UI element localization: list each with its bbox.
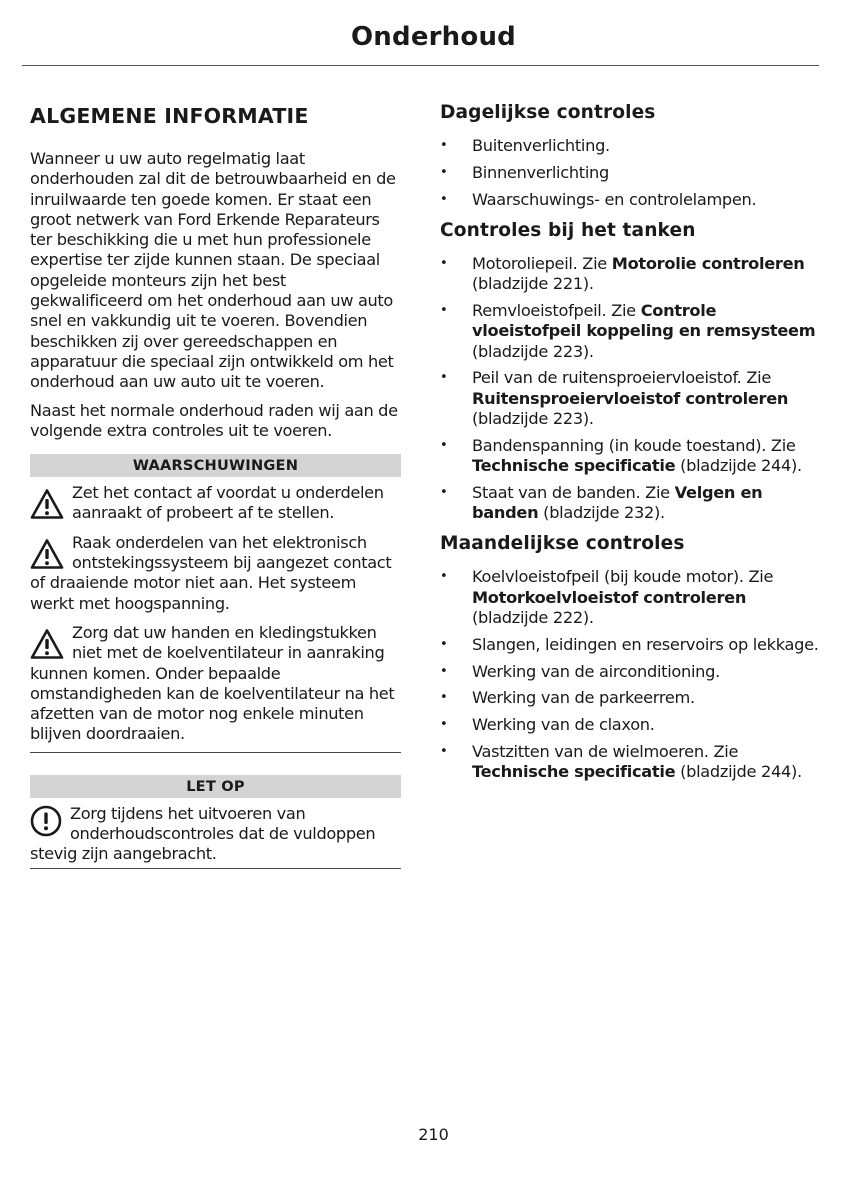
warnings-divider (30, 752, 401, 753)
bullet: • (440, 255, 448, 271)
list-item (440, 662, 825, 682)
list-item (440, 742, 825, 783)
list-item (440, 163, 825, 183)
section-title: ALGEMENE INFORMATIE (30, 104, 309, 128)
bullet: • (440, 370, 448, 386)
list-item (440, 436, 825, 477)
page-reference: (bladzijde 232). (538, 503, 665, 523)
daily-checks-heading: Dagelijkse controles (440, 102, 656, 123)
item-text: Remvloeistofpeil. Zie (472, 300, 641, 320)
page-reference: (bladzijde 244). (675, 762, 802, 782)
item-text: Motoroliepeil. Zie (472, 253, 612, 273)
right-column (440, 102, 825, 793)
item-text: Waarschuwings- en controlelampen. (472, 189, 757, 209)
page-reference: (bladzijde 244). (675, 456, 802, 476)
list-item (440, 301, 825, 362)
fuel-checks-list (440, 254, 825, 524)
warning-triangle-icon (30, 538, 64, 570)
list-item (440, 254, 825, 295)
warning-text: Zet het contact af voordat u onderdelen aanraakt of probeert af te stellen. (72, 483, 384, 523)
item-text: Staat van de banden. Zie (472, 482, 675, 502)
warning-text: Zorg dat uw handen en kledingstukken niet met de koelventilateur in aanraking kunnen komen. Onder bepaalde omstandigheden kan de koelventilateur na het afzetten van de motor nog enkele minuten blijven doordraaien. (30, 622, 395, 744)
bullet: • (440, 744, 448, 760)
page-reference: (bladzijde 223). (472, 341, 594, 361)
page-reference: (bladzijde 223). (472, 408, 594, 428)
list-item (440, 368, 825, 429)
intro-paragraph: Wanneer u uw auto regelmatig laat onderhouden zal dit de betrouwbaarheid en de inruilwaarde ten goede komen. Er staat een groot netwerk van Ford Erkende Reparateurs ter beschikking die u met hun professionele expertise ter zijde kunnen staan. De speciaal opgeleide monteurs zijn het best gekwalificeerd om het onderhoud aan uw auto snel en vakkundig uit te voeren. Bovendien beschikken zij over gereedschappen en apparatuur die speciaal zijn ontwikkeld om het onderhoud aan uw auto uit te voeren. (30, 149, 396, 392)
cross-reference-link: Technische specificatie (472, 762, 676, 782)
monthly-checks-list (440, 567, 825, 782)
cross-reference-link: Motorkoelvloeistof controleren (472, 587, 747, 607)
item-text: Slangen, leidingen en reservoirs op lekkage. (472, 634, 819, 654)
warning-text: Raak onderdelen van het elektronisch ontstekingssysteem bij aangezet contact of draaiende motor niet aan. Het systeem werkt met hoogspanning. (30, 532, 392, 613)
cross-reference-link: Controle vloeistofpeil koppeling en remsysteem (472, 300, 816, 341)
bullet: • (440, 636, 448, 652)
item-text: Werking van de parkeerrem. (472, 688, 695, 708)
bullet: • (440, 690, 448, 706)
header-divider (22, 65, 819, 66)
monthly-checks-heading: Maandelijkse controles (440, 533, 685, 555)
bullet: • (440, 302, 448, 318)
page-reference: (bladzijde 221). (472, 274, 594, 294)
page-title: Onderhoud (351, 22, 516, 52)
note-text: Zorg tijdens het uitvoeren van onderhoudscontroles dat de vuldoppen stevig zijn aangebracht. (30, 803, 376, 864)
note-heading: LET OP (30, 775, 401, 798)
daily-checks-list (440, 136, 825, 210)
bullet: • (440, 717, 448, 733)
item-text: Vastzitten van de wielmoeren. Zie (472, 742, 739, 762)
item-text: Buitenverlichting. (472, 136, 610, 155)
bullet: • (440, 484, 448, 500)
cross-reference-link: Technische specificatie (472, 456, 676, 476)
extra-checks-paragraph: Naast het normale onderhoud raden wij aan de volgende extra controles uit te voeren. (30, 400, 398, 440)
item-text: Koelvloeistofpeil (bij koude motor). Zie (472, 567, 774, 587)
list-item (440, 136, 825, 156)
page-reference: (bladzijde 222). (472, 608, 594, 628)
item-text: Peil van de ruitensproeiervloeistof. Zie (472, 368, 772, 388)
exclamation-circle-icon (30, 805, 62, 837)
list-item (440, 715, 825, 735)
warning-item (30, 623, 401, 745)
note-item (30, 804, 401, 868)
cross-reference-link: Ruitensproeiervloeistof controleren (472, 388, 789, 408)
list-item (440, 190, 825, 210)
cross-reference-link: Velgen en banden (472, 482, 763, 523)
left-column (30, 104, 401, 869)
note-divider (30, 868, 401, 869)
fuel-checks-heading: Controles bij het tanken (440, 219, 696, 241)
bullet: • (440, 164, 448, 180)
bullet: • (440, 663, 448, 679)
warnings-heading: WAARSCHUWINGEN (30, 454, 401, 477)
item-text: Werking van de airconditioning. (472, 661, 720, 681)
list-item (440, 635, 825, 655)
bullet: • (440, 138, 448, 153)
warning-item (30, 483, 401, 524)
bullet: • (440, 191, 448, 207)
bullet: • (440, 569, 448, 585)
list-item (440, 688, 825, 708)
list-item (440, 483, 825, 524)
item-text: Bandenspanning (in koude toestand). Zie (472, 435, 796, 455)
bullet: • (440, 437, 448, 453)
item-text: Binnenverlichting (472, 162, 609, 182)
warning-triangle-icon (30, 488, 64, 520)
warning-triangle-icon (30, 628, 64, 660)
item-text: Werking van de claxon. (472, 715, 655, 735)
cross-reference-link: Motorolie controleren (611, 253, 805, 273)
list-item (440, 567, 825, 628)
warning-item (30, 533, 401, 614)
page-number: 210 (418, 1125, 449, 1144)
